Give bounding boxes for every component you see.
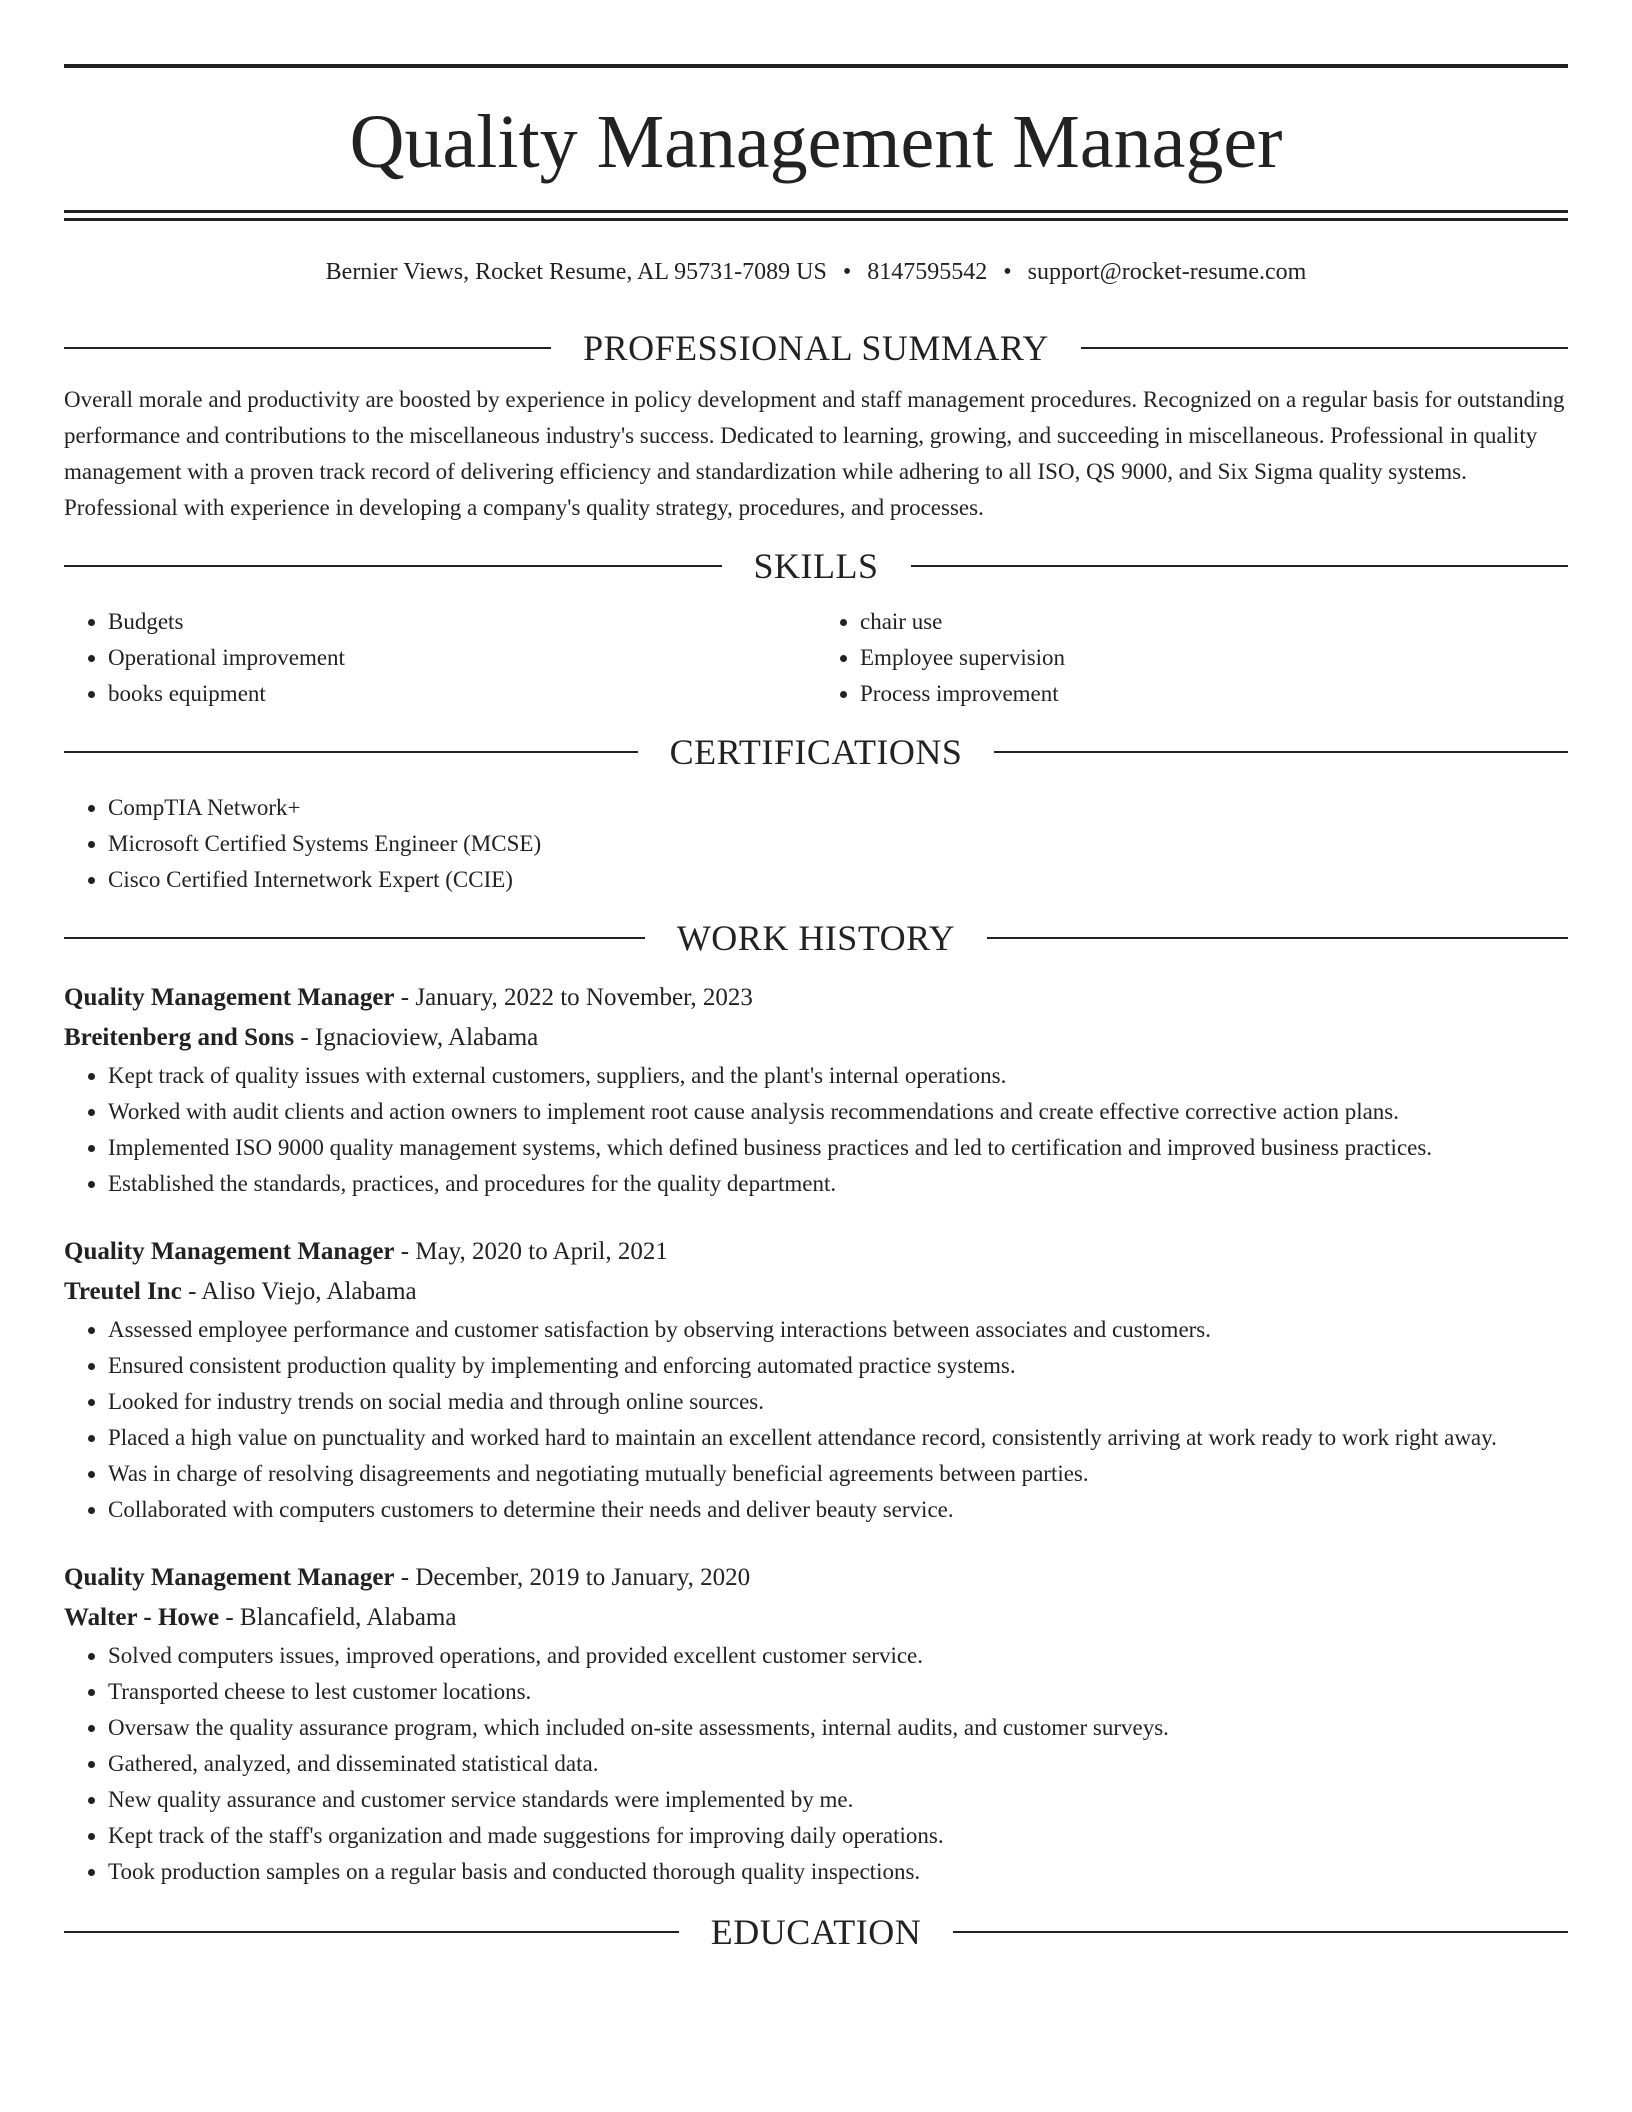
job-title-line — [64, 1232, 1568, 1272]
summary-heading-label: PROFESSIONAL SUMMARY — [583, 328, 1049, 368]
job-location: - Blancafield, Alabama — [225, 1604, 457, 1631]
job-company: Breitenberg and Sons — [64, 1024, 295, 1051]
job-bullet: • Worked with audit clients and action owners to implement root cause analysis recommendations and create effective corrective action plans. — [108, 1094, 1568, 1130]
skill-item: • Employee supervision — [860, 640, 1568, 676]
heading-rule-right — [911, 565, 1569, 567]
heading-rule-right — [953, 1931, 1568, 1933]
heading-rule-left — [64, 937, 645, 939]
job-entry — [64, 1232, 1568, 1528]
job-bullets — [64, 1058, 1568, 1202]
phone: 8147595542 — [867, 259, 988, 285]
job-location: - Aliso Viejo, Alabama — [188, 1278, 417, 1305]
certification-item: • CompTIA Network+ — [108, 790, 1568, 826]
job-bullet: • Looked for industry trends on social media and through online sources. — [108, 1384, 1568, 1420]
job-dates: - December, 2019 to January, 2020 — [400, 1564, 751, 1591]
job-entry — [64, 1558, 1568, 1890]
job-bullet: • Solved computers issues, improved operations, and provided excellent customer service. — [108, 1638, 1568, 1674]
resume-page — [64, 64, 1568, 1954]
job-location: - Ignacioview, Alabama — [300, 1024, 539, 1051]
skills-column-left — [64, 604, 816, 712]
education-heading — [64, 1910, 1568, 1954]
job-company-line — [64, 1272, 1568, 1312]
job-title-line — [64, 978, 1568, 1018]
certifications-list — [64, 790, 1568, 898]
job-title: Quality Management Manager — [64, 1238, 395, 1265]
heading-rule-left — [64, 347, 551, 349]
skill-item: • Process improvement — [860, 676, 1568, 712]
work-history-heading — [64, 916, 1568, 960]
title-rule-top — [64, 210, 1568, 213]
job-company: Treutel Inc — [64, 1278, 182, 1305]
job-bullet: • Established the standards, practices, and procedures for the quality department. — [108, 1166, 1568, 1202]
heading-rule-right — [994, 751, 1568, 753]
skill-item: • chair use — [860, 604, 1568, 640]
work-history-heading-label: WORK HISTORY — [676, 918, 956, 958]
certifications-heading-label: CERTIFICATIONS — [669, 732, 963, 772]
job-bullet: • Collaborated with computers customers to determine their needs and deliver beauty service. — [108, 1492, 1568, 1528]
summary-text: Overall morale and productivity are boosted by experience in policy development and staff management procedures. Recognized on a regular basis for outstanding performance and contributions to the miscellaneous industry's success. Dedicated to learning, growing, and succeeding in miscellaneous. Professional in quality management with a proven track record of delivering efficiency and standardization while adhering to all ISO, QS 9000, and Six Sigma quality systems. Professional with experience in developing a company's quality strategy, procedures, and processes. — [64, 387, 1565, 520]
heading-rule-left — [64, 565, 722, 567]
job-company: Walter - Howe — [64, 1604, 220, 1631]
job-title-line — [64, 1558, 1568, 1598]
job-bullet: • Oversaw the quality assurance program, which included on-site assessments, internal audits, and customer surveys. — [108, 1710, 1568, 1746]
summary-heading — [64, 326, 1568, 370]
heading-rule-left — [64, 1931, 679, 1933]
job-bullet: • Was in charge of resolving disagreements and negotiating mutually beneficial agreements between parties. — [108, 1456, 1568, 1492]
skills-heading-label: SKILLS — [753, 546, 879, 586]
job-bullet: • Ensured consistent production quality by implementing and enforcing automated practice systems. — [108, 1348, 1568, 1384]
job-bullet: • Placed a high value on punctuality and worked hard to maintain an excellent attendance record, consistently arriving at work ready to work right away. — [108, 1420, 1568, 1456]
skill-item: • Operational improvement — [108, 640, 816, 676]
job-title: Quality Management Manager — [64, 984, 395, 1011]
separator: • — [842, 259, 852, 285]
skill-item: • Budgets — [108, 604, 816, 640]
skills-list — [64, 604, 1568, 712]
job-bullet: • Implemented ISO 9000 quality management systems, which defined business practices and led to certification and improved business practices. — [108, 1130, 1568, 1166]
job-bullets — [64, 1638, 1568, 1890]
job-bullet: • Gathered, analyzed, and disseminated statistical data. — [108, 1746, 1568, 1782]
top-rule — [64, 64, 1568, 68]
skill-item: • books equipment — [108, 676, 816, 712]
separator: • — [1003, 259, 1012, 285]
page-title: Quality Management Manager — [349, 100, 1283, 184]
education-heading-label: EDUCATION — [710, 1912, 922, 1952]
heading-rule-left — [64, 751, 638, 753]
job-entry — [64, 978, 1568, 1202]
job-bullet: • New quality assurance and customer service standards were implemented by me. — [108, 1782, 1568, 1818]
job-bullet: • Assessed employee performance and customer satisfaction by observing interactions between associates and customers. — [108, 1312, 1568, 1348]
certifications-heading — [64, 730, 1568, 774]
job-company-line — [64, 1018, 1568, 1058]
skills-heading — [64, 544, 1568, 588]
job-bullet: • Transported cheese to lest customer locations. — [108, 1674, 1568, 1710]
contact-line — [64, 258, 1568, 286]
job-company-line — [64, 1598, 1568, 1638]
address: Bernier Views, Rocket Resume, AL 95731-7089 US — [325, 259, 827, 285]
heading-rule-right — [1081, 347, 1568, 349]
heading-rule-right — [987, 937, 1568, 939]
certification-item: • Microsoft Certified Systems Engineer (MCSE) — [108, 826, 1568, 862]
job-bullet: • Kept track of the staff's organization and made suggestions for improving daily operations. — [108, 1818, 1568, 1854]
job-title: Quality Management Manager — [64, 1564, 395, 1591]
job-dates: - May, 2020 to April, 2021 — [400, 1238, 668, 1265]
job-dates: - January, 2022 to November, 2023 — [400, 984, 753, 1011]
job-bullet: • Kept track of quality issues with external customers, suppliers, and the plant's internal operations. — [108, 1058, 1568, 1094]
job-bullets — [64, 1312, 1568, 1528]
title-rule-bottom — [64, 218, 1568, 221]
job-bullet: • Took production samples on a regular basis and conducted thorough quality inspections. — [108, 1854, 1568, 1890]
email: support@rocket-resume.com — [1027, 259, 1307, 285]
certification-item: • Cisco Certified Internetwork Expert (CCIE) — [108, 862, 1568, 898]
skills-column-right — [816, 604, 1568, 712]
